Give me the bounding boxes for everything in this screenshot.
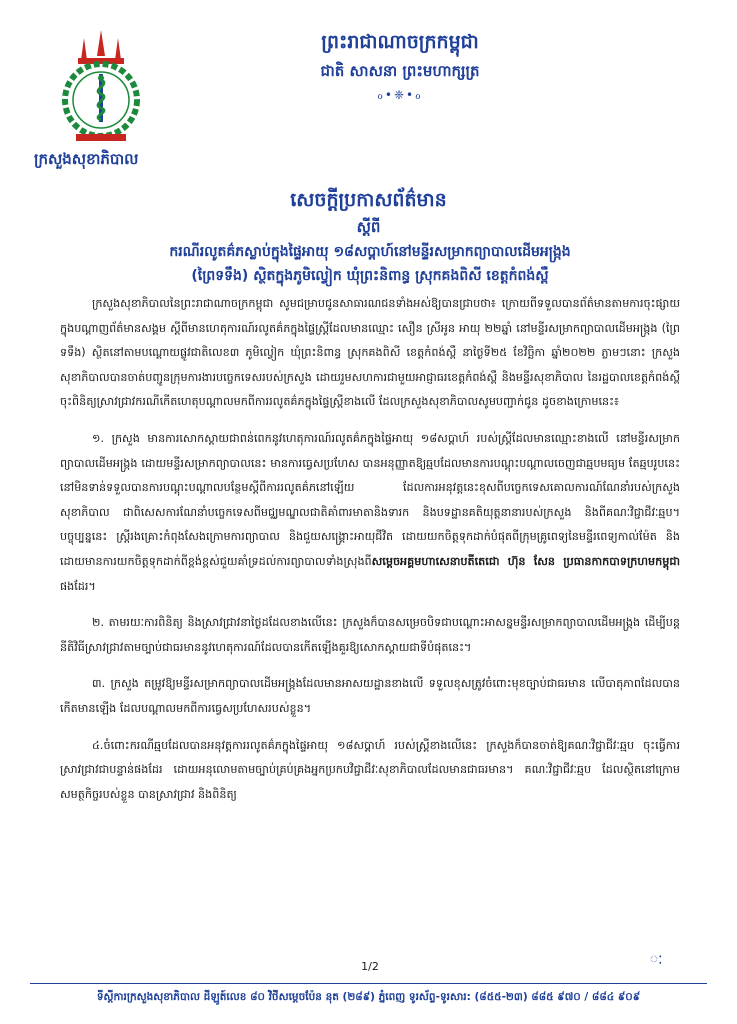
ornament-divider: ℴ•❈•ℴ [377, 88, 423, 102]
paragraph-1 [60, 427, 680, 599]
paragraph-3: ៣. ក្រសួង តម្រូវឱ្យមន្ទីរសម្រាកព្យាបាលដើមអង្រ្កងដែលមានអាសយដ្ឋានខាងលើ ទទួលខុសត្រូវចំពោះមុខច្បាប់ជាធរមាន លើបាតុភាពដែលបានកើតមានឡើង ដែលបណ្តាលមកពីការធ្វេសប្រហែសរបស់ខ្លួន។ [60, 677, 680, 715]
footer-divider [30, 983, 707, 984]
title-subject [30, 240, 710, 288]
paragraph-1-bold-name: សម្តេចអគ្គមហាសេនាបតីតេជោ ហ៊ុន សែន ប្រធានកាកបាទក្រហមកម្ពុជា [371, 554, 680, 568]
footer-address: ទីស្តីការក្រសួងសុខាភិបាល ដីឡូត៍លេខ ៨០ វិថីសម្តេចប៉ែន នុត (២៨៩) ភ្នំពេញ ទូរស័ព្ទ-ទូរសារ: (៨៥៥-២៣) ៨៨៥ ៩៧០ / ៨៨៤ ៩០៩ [96, 991, 641, 1003]
page-number: 1/2 [361, 960, 379, 973]
document-body [60, 292, 680, 819]
initials-mark: ៈ [650, 952, 663, 968]
national-motto: ជាតិ សាសនា ព្រះមហាក្សត្រ [320, 62, 480, 80]
subject-line-2: (ព្រៃទទឹង) ស្ថិតក្នុងភូមិល្វៀក ឃុំព្រះនិពាន្ធ ស្រុកគងពិសី ខេត្តកំពង់ស្ពឺ [191, 268, 549, 284]
kingdom-heading: ព្រះរាជាណាចក្រកម្ពុជា [321, 31, 479, 53]
intro-paragraph: ក្រសួងសុខាភិបាលនៃព្រះរាជាណាចក្រកម្ពុជា សូមជម្រាបជូនសាធារណជនទាំងអស់ឱ្យបានជ្រាបថា៖ ក្រោយពីទទួលបានព័ត៌មានតាមការចុះផ្សាយក្នុងបណ្តាញព័ត៌មានសង្គម ស្តីពីមានហេតុការណ៍រលូតគ៌ភក្នុងផ្ទៃស្ត្រីដែលមានឈ្មោះ សឿន ស្រីអូន អាយុ ២២ឆ្នាំ នៅមន្ទីរសម្រាកព្យាបាលដើមអង្រ្កង (ព្រៃទទឹង) ស្ថិតនៅតាមបណ្តោយផ្លូវជាតិលេខ៣ ភូមិល្វៀក ឃុំព្រះនិពាន្ធ ស្រុកគងពិសី ខេត្តកំពង់ស្ពឺ នាថ្ងៃទី២៥ ខែវិច្ឆិកា ឆ្នាំ២០២២ ភ្លាមៗនោះ ក្រសួងសុខាភិបាលបានចាត់បញ្ជូនក្រុមការងារបច្ចេកទេសរបស់ក្រសួង ដោយរួមសហការជាមួយអាជ្ញាធរខេត្តកំពង់ស្ពឺ និងមន្ទីរសុខាភិបាល នៃរដ្ឋបាលខេត្តកំពង់ស្ពឺ ចុះពិនិត្យស្រាវជ្រាវករណីកើតហេតុបណ្តាលមកពីការរលូតគ៌ភក្នុងផ្ទៃស្ត្រីខាងលើ ដែលក្រសួងសុខាភិបាលសូមបញ្ជាក់ជូន ដូចខាងក្រោមនេះ៖ [60, 297, 680, 409]
ministry-logo-emblem [56, 28, 146, 146]
subject-line-1: ករណីរលូតគ៌ភស្លាប់ក្នុងផ្ទៃអាយុ ១៨សប្តាហ៍នៅមន្ទីរសម្រាកព្យាបាលដើមអង្រ្កង [169, 244, 571, 260]
paragraph-1-tail: ផងដែរ។ [60, 579, 96, 593]
document-title: សេចក្តីប្រកាសព័ត៌មាន [290, 189, 447, 211]
paragraph-2: ២. តាមរយៈការពិនិត្យ និងស្រាវជ្រាវនាថ្ងៃដដែលខាងលើនេះ ក្រសួងក៏បានសម្រេចបិទជាបណ្តោះអាសន្នមន្ទីរសម្រាកព្យាបាលដើមអង្រ្កង ដើម្បីបន្តនីតិវិធីស្រាវជ្រាវតាមច្បាប់ជាធរមាននូវហេតុការណ៍ដែលបានកើតឡើងគួរឱ្យសោកស្តាយជាទីបំផុតនេះ។ [60, 616, 680, 654]
paragraph-1-text: ១. ក្រសួង មានការសោកស្តាយជាពន់ពេកនូវហេតុការណ៍រលូតគ៌ភក្នុងផ្ទៃអាយុ ១៨សប្តាហ៍ របស់ស្ត្រីដែលមានឈ្មោះខាងលើ នៅមន្ទីរសម្រាកព្យាបាលដើមអង្រ្កង ដោយមន្ទីរសម្រាកព្យាបាលនេះ មានការធ្វេសប្រហែស បានអនុញ្ញាតឱ្យឆ្មបដែលមានការបណ្តុះបណ្តាលចេញជាឆ្មបមធ្យម តែឆ្មបរូបនេះ នៅមិនទាន់ទទួលបានការបណ្តុះបណ្តាលបន្ថែមស្តីពីការរលូតគ៌ភនៅឡើយ ដែលការអនុវត្តនេះខុសពីបច្ចេកទេសគោលការណ៍ណែនាំរបស់ក្រសួងសុខាភិបាល ជាពិសេសការណែនាំបច្ចេកទេសពីមជ្ឈមណ្ឌលជាតិគាំពារមាតានិងទារក និងបទដ្ឋានគតិយុត្តនានារបស់ក្រសួង និងពីគណៈវិជ្ជាជីវៈឆ្មប។ បច្ចុប្បន្ននេះ ស្ត្រីរងគ្រោះកំពុងសែងក្រោមការព្យាបាល និងជួយសង្គ្រោះអាយុជីវិត ដោយយកចិត្តទុកដាក់បំផុតពីក្រុមគ្រូពេទ្យនៃមន្ទីរពេទ្យកាល់ម៉ែត និងដោយមានការយកចិត្តទុកដាក់ពីខ្ពង់ខ្ពស់ជួយគាំទ្រដល់ការព្យាបាលទាំងស្រុងពី [60, 431, 680, 568]
title-about: ស្តីពី [356, 218, 381, 236]
ministry-name: ក្រសួងសុខាភិបាល [34, 150, 139, 168]
paragraph-4: ៤.ចំពោះករណីឆ្មបដែលបានអនុវត្តការរលូតគ៌ភក្នុងផ្ទៃអាយុ ១៨សប្តាហ៍ របស់ស្ត្រីខាងលើនេះ ក្រសួងក៏បានចាត់ឱ្យគណៈវិជ្ជាជីវៈឆ្មប ចុះធ្វើការស្រាវជ្រាវជាបន្ទាន់ផងដែរ ដោយអនុលោមតាមច្បាប់គ្រប់គ្រងអ្នកប្រកបវិជ្ជាជីវៈសុខាភិបាលដែលមានជាធរមាន។ គណៈវិជ្ជាជីវៈឆ្មប ដែលស្ថិតនៅក្រោមសមត្ថកិច្ចរបស់ខ្លួន បានស្រាវជ្រាវ និងពិនិត្យ [60, 738, 680, 801]
